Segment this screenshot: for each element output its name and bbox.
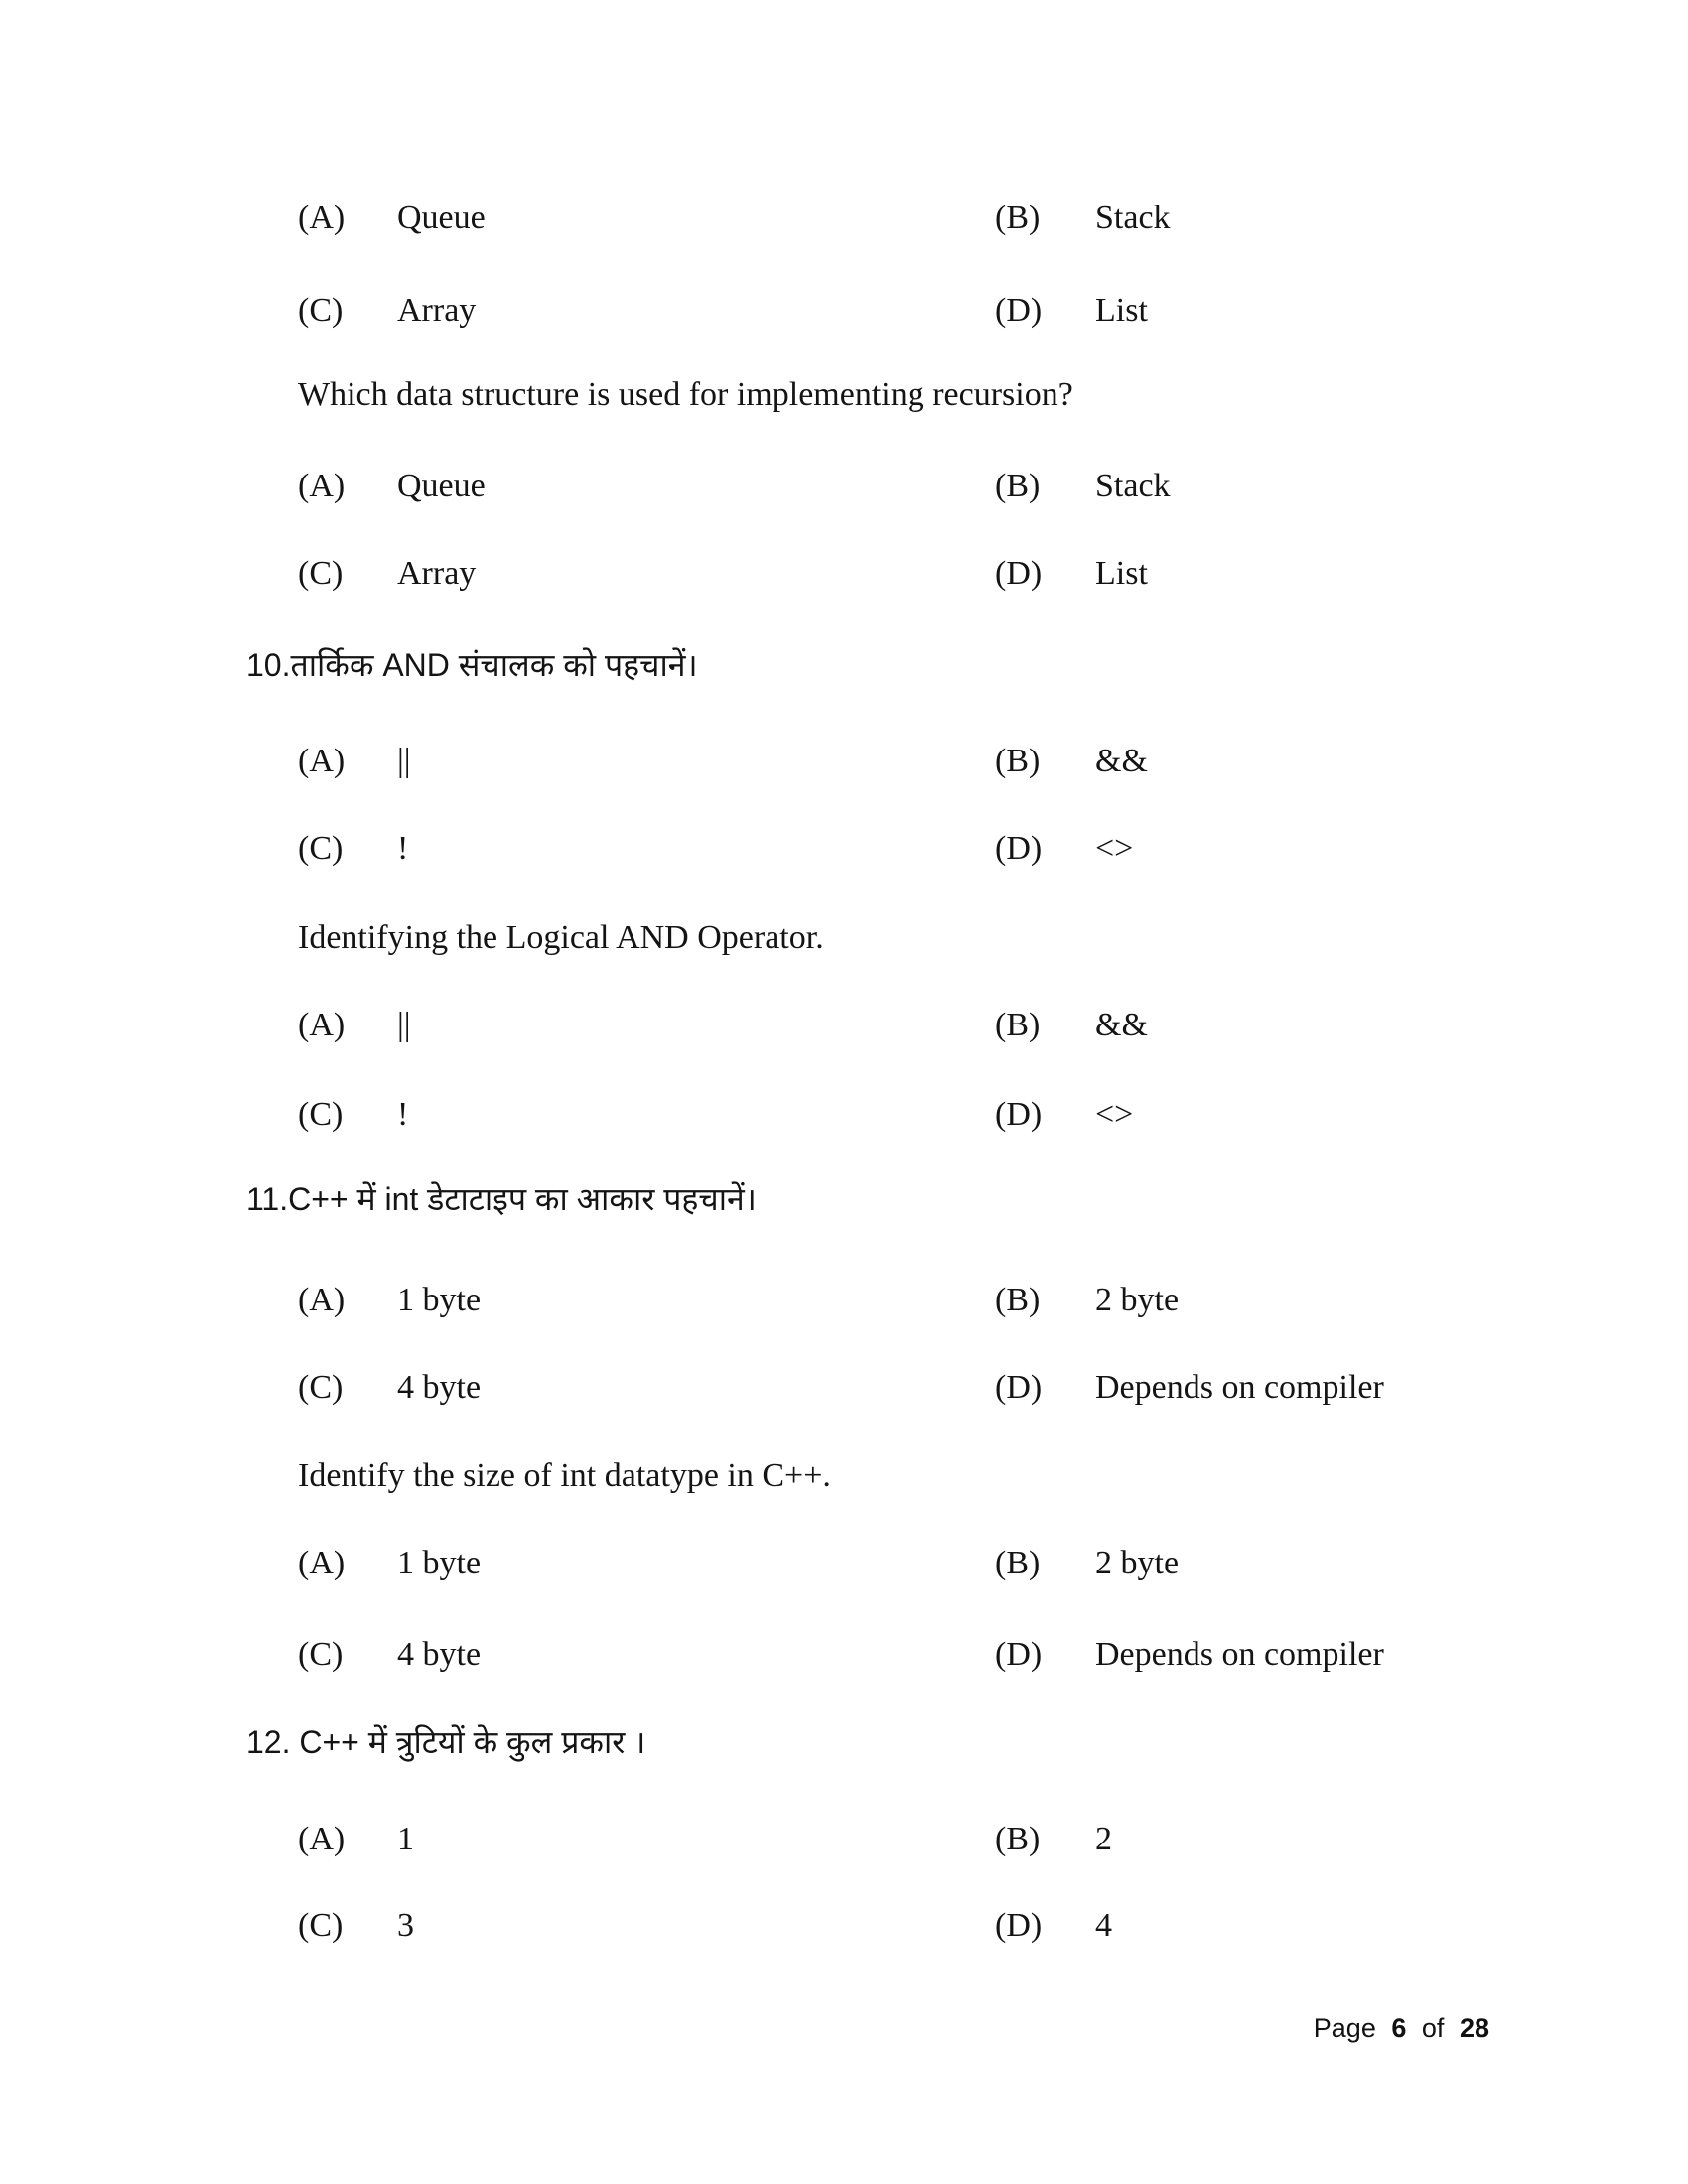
option-label: (B) [995,468,1041,504]
option-label: (A) [298,1821,346,1857]
option-text: 4 byte [397,1636,482,1673]
option-text: ! [397,1096,409,1133]
option-label: (B) [995,743,1041,779]
option-label: (D) [995,1636,1043,1673]
option-label: (B) [995,1007,1041,1043]
option-text: Stack [1095,200,1171,236]
option-text: 2 byte [1095,1545,1180,1581]
option-row [0,289,1688,333]
option-text: || [397,1007,411,1043]
option-label: (D) [995,830,1043,867]
option-row [0,197,1688,240]
question-row [0,1720,1688,1764]
option-label: (C) [298,1636,344,1673]
option-row [0,827,1688,871]
option-text: || [397,743,411,779]
page-number: 6 [1391,2013,1407,2043]
option-label: (C) [298,1096,344,1133]
option-text: Queue [397,468,486,504]
option-label: (A) [298,743,346,779]
option-label: (A) [298,1545,346,1581]
option-row [0,1633,1688,1677]
option-label: (C) [298,830,344,867]
option-text: 1 byte [397,1545,482,1581]
option-label: (B) [995,1545,1041,1581]
option-text: 1 [397,1821,414,1857]
page-footer-prefix: Page [1313,2013,1376,2043]
option-label: (D) [995,1096,1043,1133]
option-label: (B) [995,1821,1041,1857]
option-text: 4 [1095,1907,1112,1944]
question-text-english: Identify the size of int datatype in C++. [298,1457,831,1494]
option-row [0,740,1688,783]
option-label: (B) [995,200,1041,236]
option-label: (A) [298,468,346,504]
option-text: List [1095,555,1148,592]
question-row [0,373,1688,417]
option-text: 2 [1095,1821,1112,1857]
option-text: 2 byte [1095,1282,1180,1318]
option-row [0,1366,1688,1410]
question-text-hindi: 12. C++ में त्रुटियों के कुल प्रकार । [246,1724,646,1760]
option-row [0,465,1688,508]
option-row [0,1542,1688,1585]
option-row [0,1904,1688,1948]
option-text: Depends on compiler [1095,1636,1384,1673]
option-row [0,552,1688,596]
option-text: && [1095,1007,1148,1043]
option-text: 1 byte [397,1282,482,1318]
option-label: (D) [995,555,1043,592]
question-row [0,643,1688,687]
option-label: (D) [995,1369,1043,1406]
option-text: Depends on compiler [1095,1369,1384,1406]
option-label: (A) [298,1007,346,1043]
question-text-hindi: 10.तार्किक AND संचालक को पहचानें। [246,647,698,683]
option-text: 4 byte [397,1369,482,1406]
option-text: Array [397,555,477,592]
option-label: (C) [298,1369,344,1406]
option-text: <> [1095,1096,1134,1133]
question-text-hindi: 11.C++ में int डेटाटाइप का आकार पहचानें। [246,1181,757,1217]
option-label: (A) [298,200,346,236]
option-row [0,1818,1688,1861]
question-row [0,916,1688,960]
question-row [0,1454,1688,1498]
option-label: (B) [995,1282,1041,1318]
page-footer-separator: of [1421,2013,1445,2043]
option-text: Array [397,292,477,329]
option-row [0,1279,1688,1322]
option-label: (D) [995,292,1043,329]
option-text: List [1095,292,1148,329]
page-total: 28 [1459,2013,1489,2043]
option-text: Stack [1095,468,1171,504]
option-text: ! [397,830,409,867]
option-text: <> [1095,830,1134,867]
option-label: (A) [298,1282,346,1318]
option-row [0,1004,1688,1047]
option-text: Queue [397,200,486,236]
option-text: && [1095,743,1148,779]
option-text: 3 [397,1907,414,1944]
question-text-english: Which data structure is used for implementing recursion? [298,376,1073,413]
option-row [0,1093,1688,1137]
option-label: (D) [995,1907,1043,1944]
option-label: (C) [298,1907,344,1944]
option-label: (C) [298,292,344,329]
page-footer [1314,2006,1489,2050]
question-row [0,1177,1688,1221]
question-text-english: Identifying the Logical AND Operator. [298,919,824,956]
option-label: (C) [298,555,344,592]
